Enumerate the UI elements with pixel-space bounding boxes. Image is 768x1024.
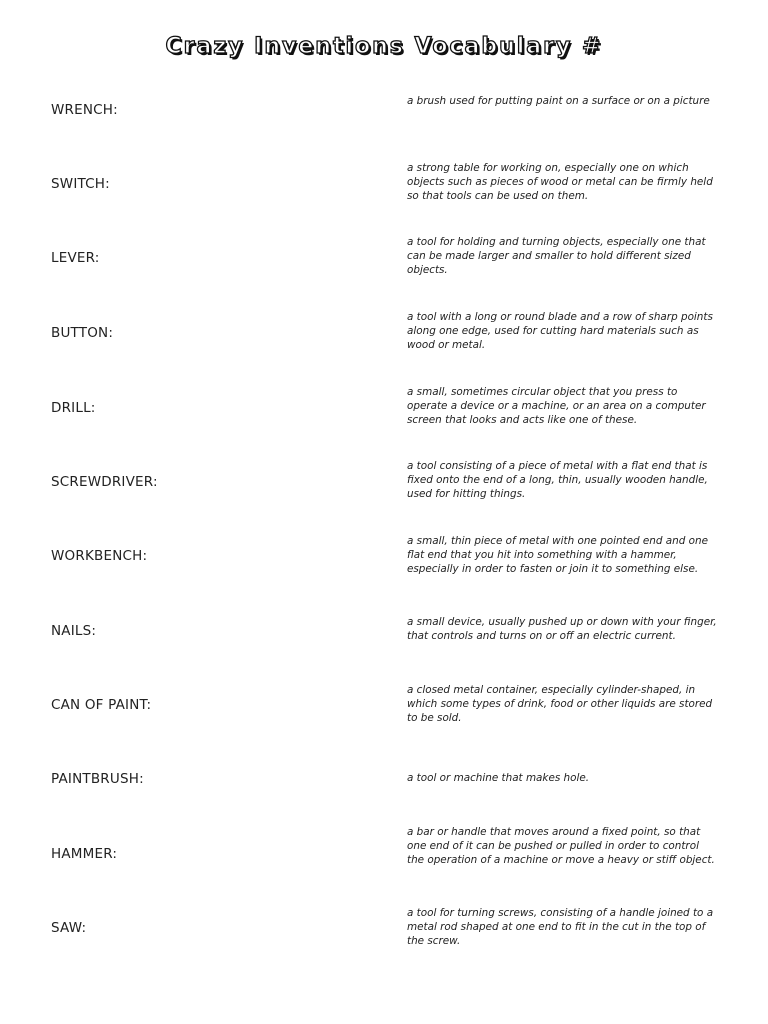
- vocab-term: SWITCH:: [51, 176, 110, 192]
- vocab-definition: a small, thin piece of metal with one pointed end and one flat end that you hit into something with a hammer, especially in order to fasten or join it to something else.: [407, 535, 708, 575]
- vocab-definition: a tool with a long or round blade and a row of sharp points along one edge, used for cutting hard materials such as wood or metal.: [407, 311, 713, 351]
- vocab-term: LEVER:: [51, 250, 100, 266]
- vocab-term: DRILL:: [51, 400, 96, 416]
- vocab-definition: a tool or machine that makes hole.: [407, 772, 590, 784]
- vocab-definition: a tool consisting of a piece of metal with a flat end that is fixed onto the end of a long, thin, usually wooden handle, used for hitting things.: [407, 460, 708, 500]
- vocab-term: SCREWDRIVER:: [51, 474, 158, 490]
- vocab-term: BUTTON:: [51, 325, 114, 341]
- vocab-definition: a small, sometimes circular object that you press to operate a device or a machine, or an area on a computer screen that looks and acts like one of these.: [407, 386, 706, 426]
- vocab-definition: a strong table for working on, especially one on which objects such as pieces of wood or metal can be firmly held so that tools can be used on them.: [407, 162, 713, 202]
- vocab-term: SAW:: [51, 920, 87, 936]
- vocab-definition: a tool for holding and turning objects, especially one that can be made larger and smaller to hold different sized objects.: [407, 236, 706, 276]
- vocab-term: WRENCH:: [51, 102, 118, 118]
- vocab-term: HAMMER:: [51, 846, 118, 862]
- page-title: Crazy Inventions Vocabulary #: [165, 34, 603, 59]
- vocab-definition: a brush used for putting paint on a surface or on a picture: [407, 95, 710, 107]
- vocab-term: PAINTBRUSH:: [51, 771, 144, 787]
- vocab-definition: a closed metal container, especially cylinder-shaped, in which some types of drink, food or other liquids are stored to be sold.: [407, 684, 713, 724]
- vocab-term: CAN OF PAINT:: [51, 697, 152, 713]
- vocab-term: NAILS:: [51, 623, 97, 639]
- vocab-definition: a tool for turning screws, consisting of a handle joined to a metal rod shaped at one end to fit in the cut in the top of the screw.: [407, 907, 714, 947]
- vocab-definition: a small device, usually pushed up or down with your finger, that controls and turns on or off an electric current.: [407, 616, 717, 642]
- vocab-term: WORKBENCH:: [51, 548, 148, 564]
- vocab-definition: a bar or handle that moves around a fixed point, so that one end of it can be pushed or pulled in order to control the operation of a machine or move a heavy or stiff object.: [407, 826, 715, 866]
